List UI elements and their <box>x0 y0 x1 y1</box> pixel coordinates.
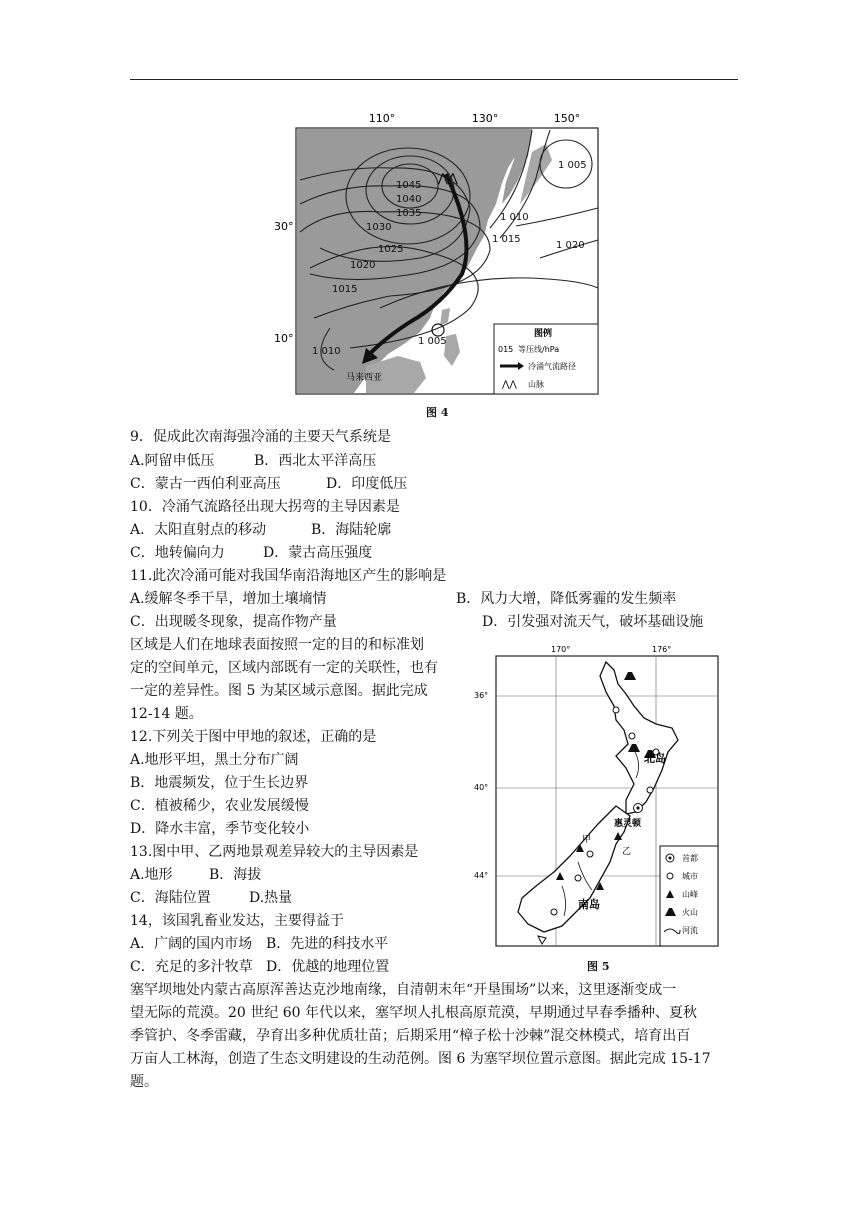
passage-line: 12-14 题。 <box>130 706 203 722</box>
option: C．蒙古一西伯利亚高压 <box>130 476 281 492</box>
option: D．蒙古高压强度 <box>263 545 373 561</box>
city-marker <box>613 707 619 713</box>
place-label: 马来西亚 <box>346 373 383 383</box>
city-marker <box>587 851 593 857</box>
passage-line: 季管护、冬季雷藏，孕育出多种优质壮苗；后期采用“樟子松十沙棘”混交林模式，培育出百 <box>130 1028 691 1044</box>
isobar-label: 1 015 <box>492 234 521 245</box>
passage-line: 万亩人工林海，创造了生态文明建设的生动范例。图 6 为塞罕坝位置示意图。据此完成 15-17 <box>130 1051 711 1067</box>
option: A.地形 <box>130 867 173 883</box>
legend-capital: 首都 <box>682 854 698 863</box>
passage-line: 一定的差异性。图 5 为某区域示意图。据此完成 <box>130 683 428 699</box>
option: C．植被稀少，农业发展缓慢 <box>130 798 309 814</box>
lon-label: 130° <box>471 112 499 125</box>
location-jia-label: 甲 <box>582 835 592 845</box>
lon-label: 150° <box>553 112 581 125</box>
option: D．印度低压 <box>326 476 408 492</box>
map-legend <box>494 324 598 394</box>
question-stem: 13.图中甲、乙两地景观差异较大的主导因素是 <box>130 844 419 860</box>
figure-5-map <box>466 640 726 960</box>
legend-path: 冷涌气流路径 <box>528 362 576 371</box>
option: A.阿留申低压 <box>130 453 215 469</box>
isobar-label: 1035 <box>396 208 422 219</box>
option: A．太阳直射点的移动 <box>130 522 267 538</box>
question-stem: 12.下列关于图中甲地的叙述，正确的是 <box>130 729 377 745</box>
legend-peak: 山峰 <box>682 890 698 899</box>
isobar-label: 1020 <box>350 260 376 271</box>
option: A.地形平坦，黑土分布广阔 <box>130 752 299 768</box>
lat-label: 36° <box>474 691 489 700</box>
passage-line: 定的空间单元，区域内部既有一定的关联性，也有 <box>130 660 438 676</box>
legend-title: 图例 <box>534 329 553 339</box>
city-marker <box>629 733 635 739</box>
option: D.热量 <box>249 890 293 906</box>
legend-isobar: 等压线/hPa <box>518 345 560 354</box>
option: B．西北太平洋高压 <box>254 453 377 469</box>
option: B．先进的科技水平 <box>266 936 389 952</box>
isobar-label: 1025 <box>378 244 404 255</box>
mountain-icon: ⋀⋀ <box>438 171 458 185</box>
option: B．地震频发，位于生长边界 <box>130 775 309 791</box>
lat-label: 44° <box>474 871 489 880</box>
north-island-label: 北岛 <box>644 752 666 765</box>
header-rule <box>130 79 738 80</box>
option: A．广阔的国内市场 <box>130 936 253 952</box>
figure-4-map <box>270 108 610 398</box>
lon-label: 110° <box>368 112 396 125</box>
option: B．海陆轮廓 <box>311 522 392 538</box>
option: C．充足的多汁牧草 <box>130 959 253 975</box>
isobar-label: 1030 <box>366 222 392 233</box>
city-marker <box>647 787 653 793</box>
question-stem: 11.此次冷涌可能对我国华南沿海地区产生的影响是 <box>130 568 447 584</box>
option: C．出现暖冬现象，提高作物产量 <box>130 614 337 630</box>
option: D．优越的地理位置 <box>266 959 390 975</box>
legend-mountain: 山脉 <box>528 380 544 389</box>
map-legend <box>660 846 718 946</box>
lat-label: 10° <box>274 332 294 345</box>
passage-line: 塞罕坝地处内蒙古高原浑善达克沙地南缘，自清朝末年“开垦围场”以来，这里逐渐变成一 <box>130 982 677 998</box>
isobar-label: 1 005 <box>558 160 587 171</box>
option: D．引发强对流天气，破坏基础设施 <box>482 614 704 630</box>
south-island-label: 南岛 <box>578 898 600 911</box>
mountain-icon: ⋀⋀ <box>502 380 517 390</box>
isobar-label: 1 010 <box>312 346 341 357</box>
isobar-label: 1040 <box>396 194 422 205</box>
isobar-label: 1045 <box>396 180 422 191</box>
passage-line: 望无际的荒漠。20 世纪 60 年代以来，塞罕坝人扎根高原荒漠，早期通过早春季播种、夏秋 <box>130 1005 697 1021</box>
legend-river: 河流 <box>682 926 698 935</box>
isobar-label: 1 005 <box>418 336 447 347</box>
passage-line: 题。 <box>130 1074 158 1090</box>
passage-line: 区域是人们在地球表面按照一定的目的和标准划 <box>130 637 424 653</box>
location-yi-label: 乙 <box>622 847 632 857</box>
figure-5-caption: 图 5 <box>587 960 610 973</box>
legend-volcano: 火山 <box>682 908 698 917</box>
isobar-label: 1 010 <box>500 212 529 223</box>
capital-label: 惠灵顿 <box>614 819 642 829</box>
city-marker <box>551 909 557 915</box>
lon-label: 176° <box>652 645 672 654</box>
lat-label: 30° <box>274 220 294 233</box>
city-marker <box>575 875 581 881</box>
option: C．地转偏向力 <box>130 545 225 561</box>
option: B．风力大增，降低雾霾的发生频率 <box>456 591 677 607</box>
figure-4-caption: 图 4 <box>426 406 449 419</box>
option: D．降水丰富，季节变化较小 <box>130 821 310 837</box>
option: B．海拔 <box>209 867 262 883</box>
legend-isobar-sample: 015 <box>498 345 514 354</box>
lon-label: 170° <box>551 645 571 654</box>
option: A.缓解冬季干旱，增加土壤墒情 <box>130 591 327 607</box>
question-stem: 9．促成此次南海强冷涌的主要天气系统是 <box>130 429 391 445</box>
question-stem: 14，该国乳畜业发达，主要得益于 <box>130 913 344 929</box>
legend-city: 城市 <box>682 872 698 881</box>
isobar-label: 1015 <box>332 284 358 295</box>
option: C．海陆位置 <box>130 890 211 906</box>
question-stem: 10．冷涌气流路径出现大拐弯的主导因素是 <box>130 499 400 515</box>
isobar-label: 1 020 <box>556 240 585 251</box>
lat-label: 40° <box>474 783 489 792</box>
